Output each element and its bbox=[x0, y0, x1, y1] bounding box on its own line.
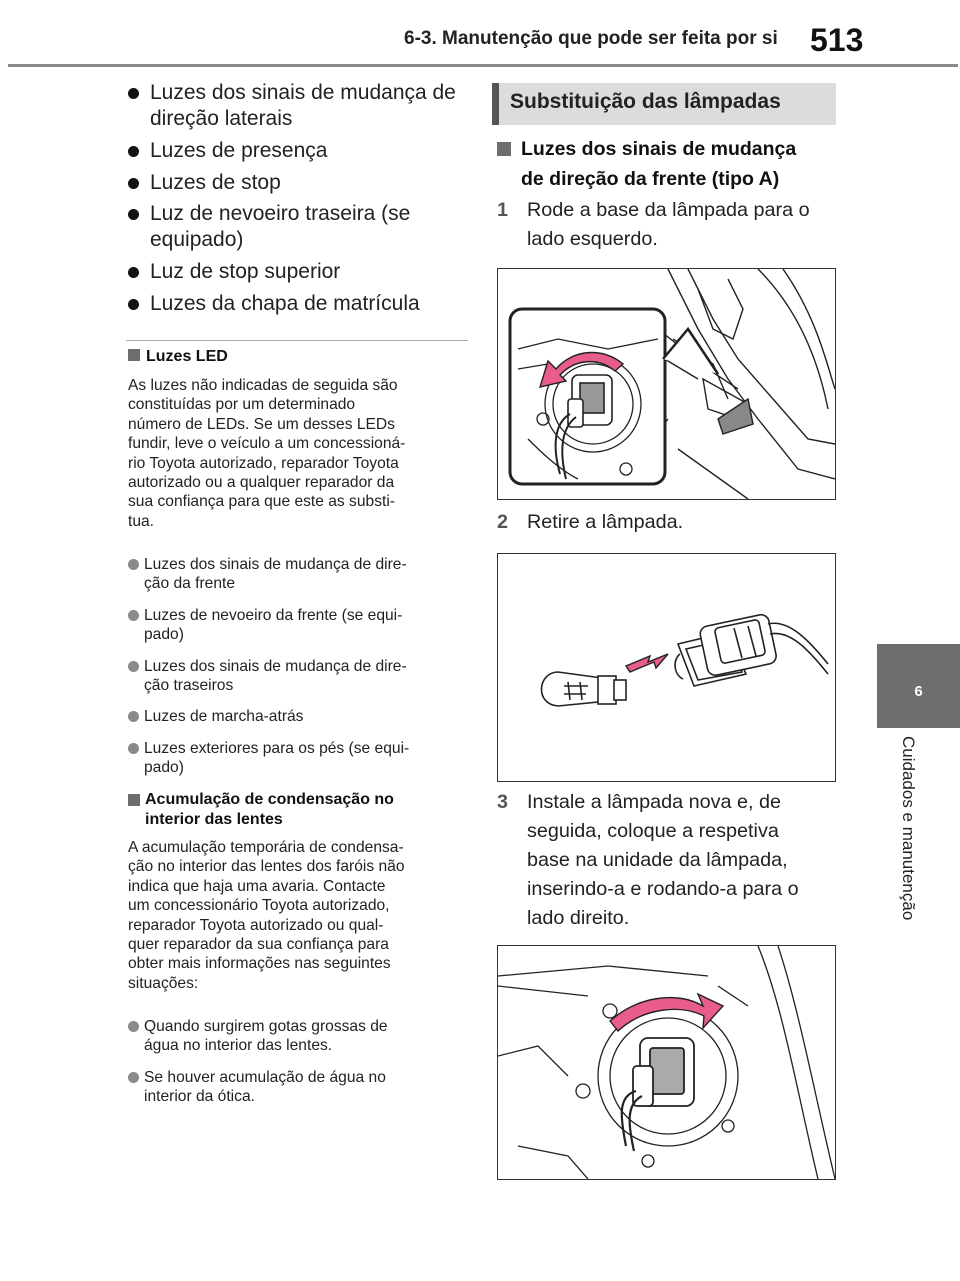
bullet-icon bbox=[128, 299, 139, 310]
bullet-icon bbox=[128, 209, 139, 220]
subsection-heading-text: Luzes dos sinais de mudança de direção da frente (tipo A) bbox=[521, 138, 797, 190]
led-body: As luzes não indicadas de seguida são constituídas por um determinado número de LEDs. Se um desses LEDs fundir, leve o veículo a um concessioná- rio Toyota autorizado, reparador Toyota autorizado ou a qualquer reparador da sua confiança para que este as substi- tua. bbox=[128, 377, 406, 530]
list-item-text: Luzes de presença bbox=[150, 139, 328, 162]
list-item bbox=[128, 259, 468, 285]
page-number: 513 bbox=[810, 22, 864, 58]
list-item bbox=[128, 739, 468, 778]
condensation-body: A acumulação temporária de condensa- ção no interior das lentes dos faróis não indica que haja uma avaria. Contacte um concessionário Toyota autorizado, reparador Toyota autorizado ou qual- quer reparador da sua confiança para obter mais informações nas seguintes situações: bbox=[128, 839, 405, 992]
bullet-icon bbox=[128, 559, 139, 570]
banner-accent bbox=[492, 83, 499, 125]
banner-title: Substituição das lâmpadas bbox=[510, 90, 781, 113]
figure-remove-bulb bbox=[497, 553, 836, 782]
square-bullet-icon bbox=[128, 349, 140, 361]
step-3 bbox=[497, 788, 837, 933]
list-item bbox=[128, 170, 468, 196]
headlight-rotate-illustration bbox=[498, 269, 835, 499]
list-item bbox=[128, 201, 468, 253]
figure-rotate-left bbox=[497, 268, 836, 500]
chapter-tab: 6 bbox=[877, 644, 960, 728]
bullet-icon bbox=[128, 267, 139, 278]
square-bullet-icon bbox=[497, 142, 511, 156]
list-item-text: Quando surgirem gotas grossas de água no interior das lentes. bbox=[144, 1018, 388, 1055]
list-item-text: Luzes de stop bbox=[150, 171, 281, 194]
step-text: Retire a lâmpada. bbox=[527, 511, 684, 533]
list-item-text: Se houver acumulação de água no interior da ótica. bbox=[144, 1069, 386, 1106]
bullet-icon bbox=[128, 711, 139, 722]
list-item-text: Luz de nevoeiro traseira (se equipado) bbox=[150, 202, 411, 251]
section-divider bbox=[126, 340, 468, 341]
section-banner bbox=[492, 83, 836, 125]
bullet-icon bbox=[128, 1021, 139, 1032]
step-number: 1 bbox=[497, 199, 509, 221]
bullet-icon bbox=[128, 178, 139, 189]
header-divider bbox=[8, 64, 958, 67]
list-item-text: Luzes de marcha-atrás bbox=[144, 708, 304, 725]
bullet-icon bbox=[128, 1072, 139, 1083]
subsection-heading bbox=[497, 134, 837, 194]
list-item-text: Luz de stop superior bbox=[150, 260, 341, 283]
bullet-icon bbox=[128, 88, 139, 99]
headlight-install-illustration bbox=[498, 946, 835, 1179]
bullet-icon bbox=[128, 743, 139, 754]
step-1 bbox=[497, 196, 837, 254]
chapter-label: Cuidados e manutenção bbox=[899, 736, 918, 921]
list-item-text: Luzes da chapa de matrícula bbox=[150, 292, 420, 315]
bulb-removal-illustration bbox=[498, 554, 835, 781]
square-bullet-icon bbox=[128, 794, 140, 806]
step-number: 3 bbox=[497, 791, 509, 813]
list-item bbox=[128, 291, 468, 317]
step-text: Rode a base da lâmpada para o lado esquerdo. bbox=[527, 199, 810, 250]
chapter-label-container bbox=[877, 736, 960, 966]
list-item-text: Luzes dos sinais de mudança de dire- ção traseiros bbox=[144, 658, 407, 695]
list-item bbox=[128, 707, 468, 726]
bullet-icon bbox=[128, 146, 139, 157]
bullet-icon bbox=[128, 661, 139, 672]
list-item-text: Luzes dos sinais de mudança de direção laterais bbox=[150, 81, 456, 130]
list-item bbox=[128, 1017, 468, 1056]
list-item bbox=[128, 657, 468, 696]
section-title: 6-3. Manutenção que pode ser feita por si bbox=[404, 28, 778, 49]
condensation-heading bbox=[128, 790, 473, 830]
list-item-text: Luzes dos sinais de mudança de dire- ção da frente bbox=[144, 556, 407, 593]
led-heading-text: Luzes LED bbox=[146, 348, 228, 365]
list-item bbox=[128, 606, 468, 645]
list-item bbox=[128, 1068, 468, 1107]
list-item-text: Luzes exteriores para os pés (se equi- pado) bbox=[144, 740, 410, 777]
figure-rotate-right bbox=[497, 945, 836, 1180]
list-item bbox=[128, 80, 468, 132]
led-heading bbox=[128, 347, 228, 367]
list-item-text: Luzes de nevoeiro da frente (se equi- pado) bbox=[144, 607, 403, 644]
list-item bbox=[128, 555, 468, 594]
step-2 bbox=[497, 508, 837, 537]
step-text: Instale a lâmpada nova e, de seguida, coloque a respetiva base na unidade da lâmpada, inserindo-a e rodando-a para o lado direito. bbox=[527, 791, 799, 929]
condensation-heading-text: Acumulação de condensação no interior das lentes bbox=[145, 791, 394, 828]
list-item bbox=[128, 138, 468, 164]
step-number: 2 bbox=[497, 511, 509, 533]
bullet-icon bbox=[128, 610, 139, 621]
